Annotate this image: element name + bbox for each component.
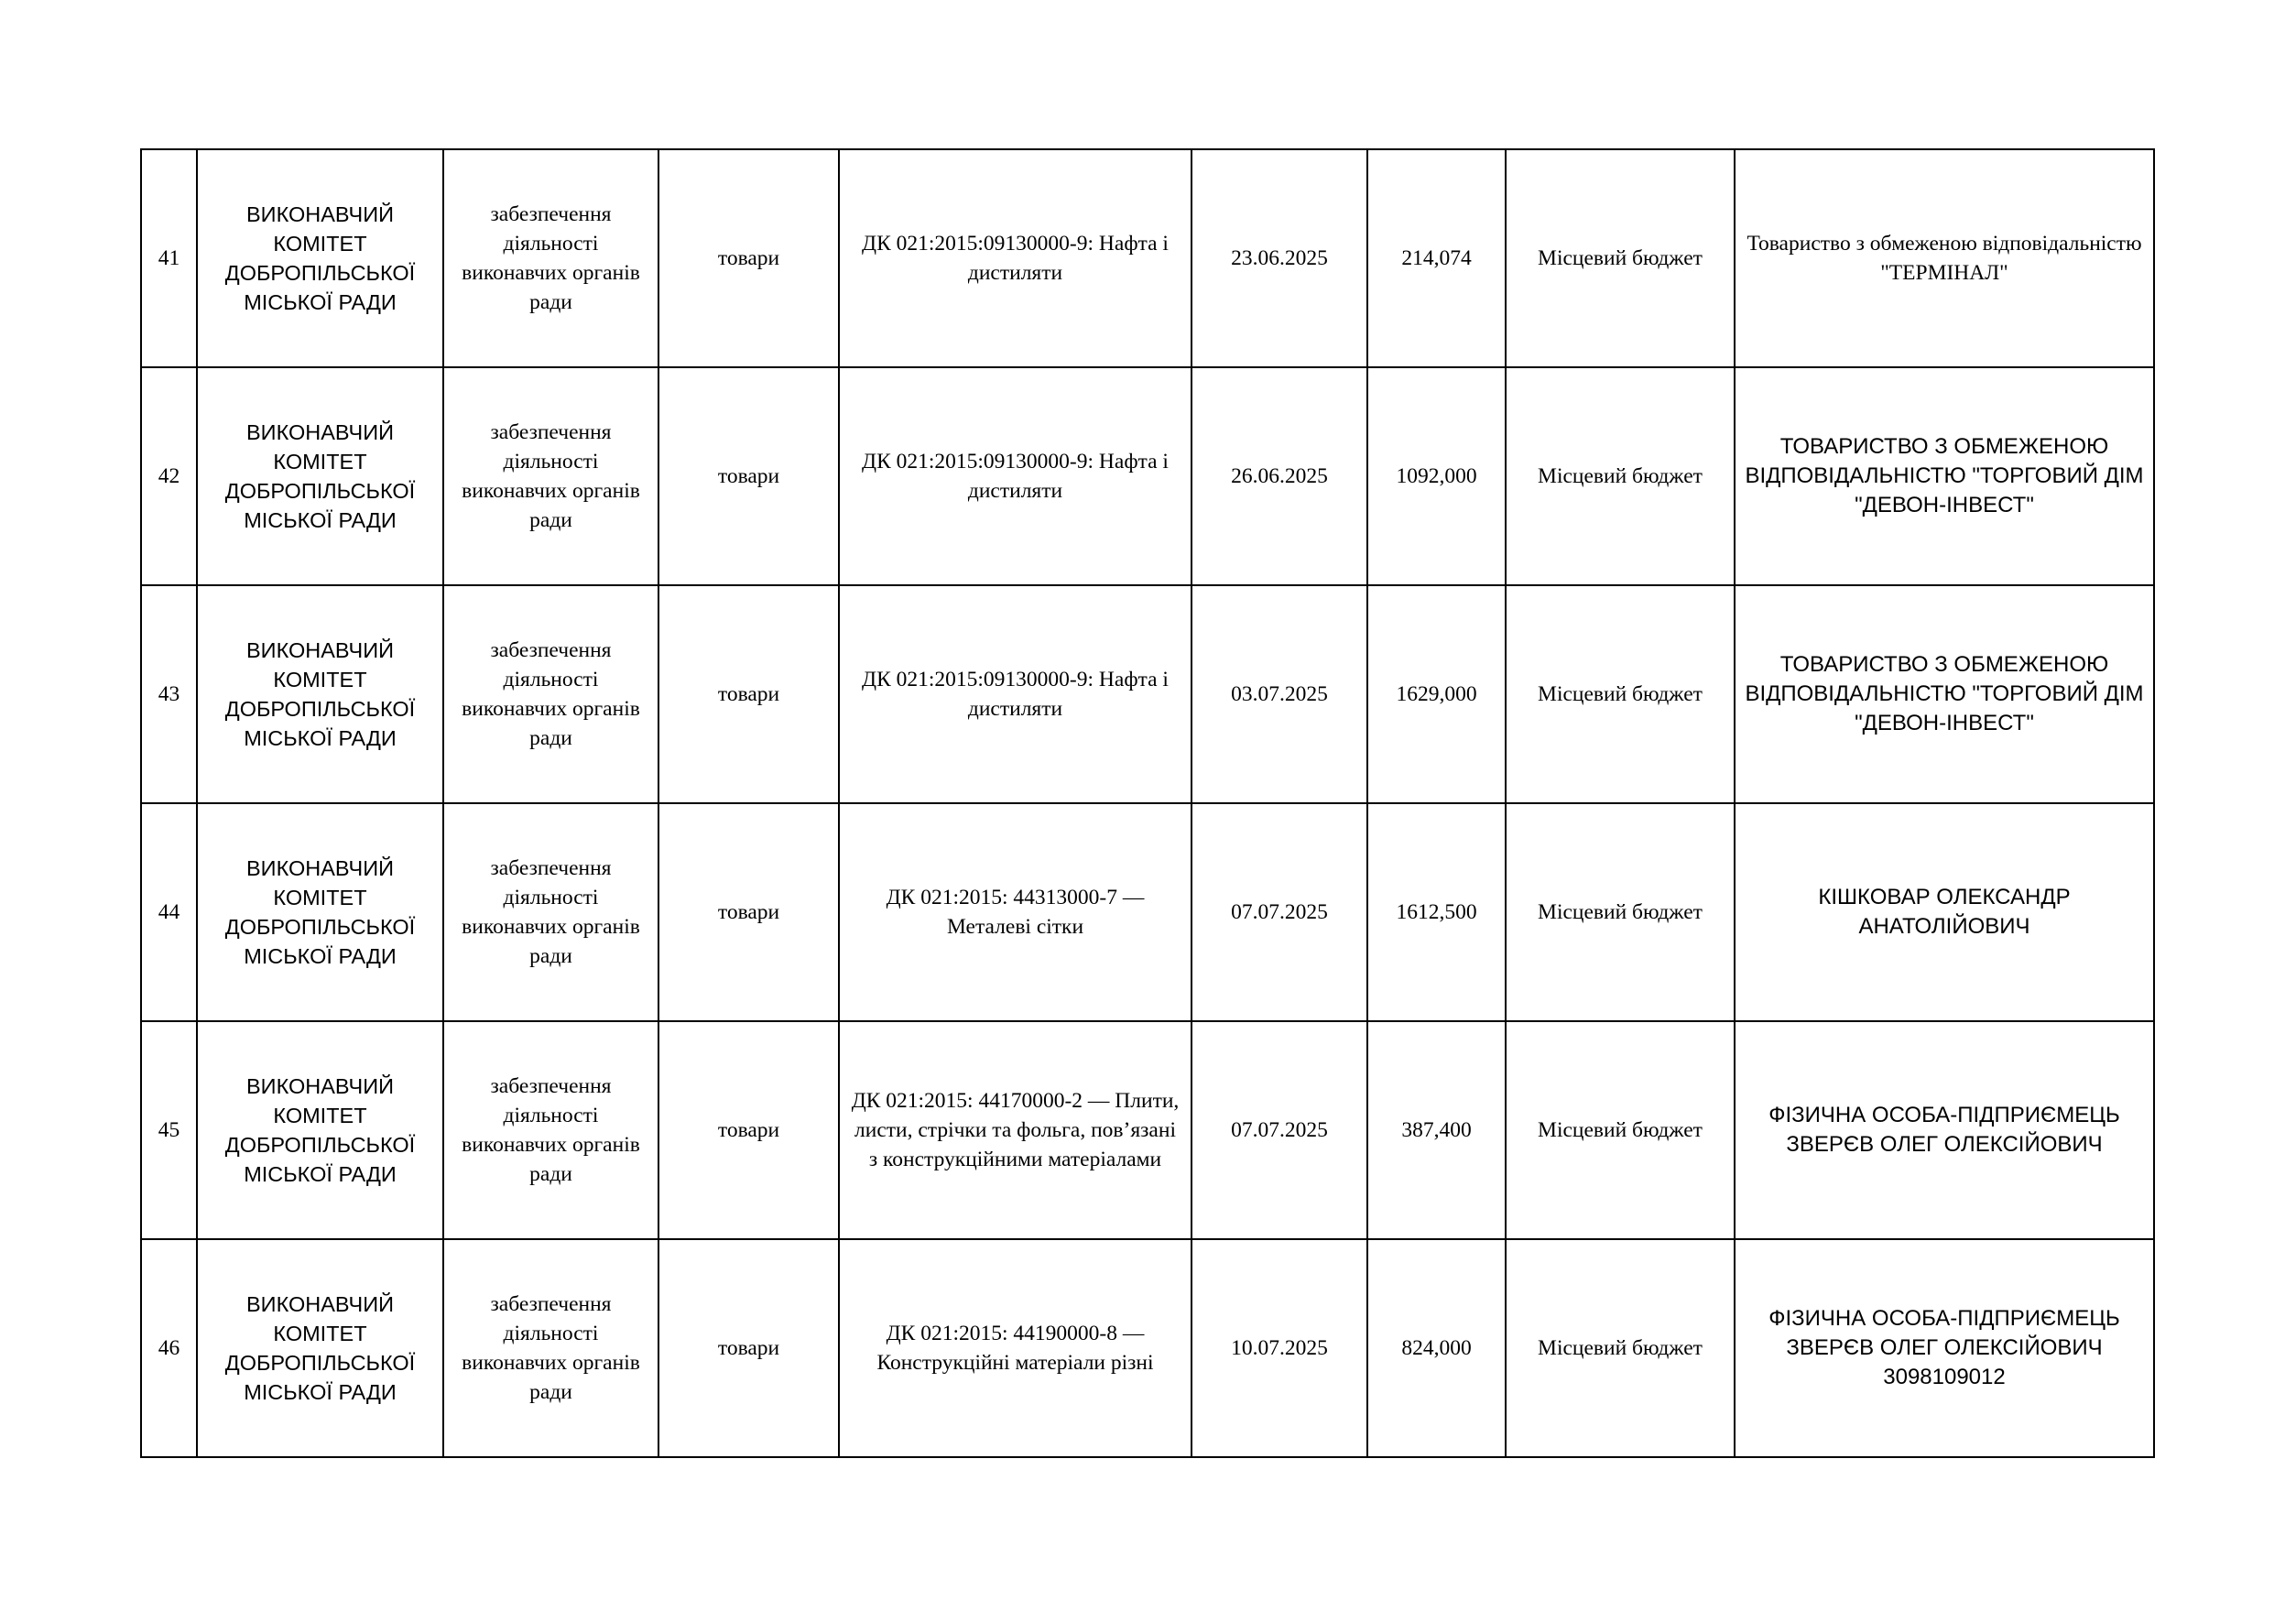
row-number: 43 xyxy=(141,585,197,803)
date-cell: 07.07.2025 xyxy=(1192,1021,1367,1239)
table-row xyxy=(141,585,2154,803)
supplier-cell xyxy=(1735,803,2154,1021)
supplier-name: КІШКОВАР ОЛЕКСАНДР АНАТОЛІЙОВИЧ xyxy=(1818,885,2071,939)
table-row xyxy=(141,149,2154,367)
row-number: 46 xyxy=(141,1239,197,1457)
procurement-table xyxy=(140,148,2155,1458)
date-cell: 10.07.2025 xyxy=(1192,1239,1367,1457)
funding-source-cell: Місцевий бюджет xyxy=(1506,803,1735,1021)
amount-cell: 214,074 xyxy=(1367,149,1506,367)
date-cell: 03.07.2025 xyxy=(1192,585,1367,803)
row-number: 44 xyxy=(141,803,197,1021)
funding-source-cell: Місцевий бюджет xyxy=(1506,585,1735,803)
supplier-name: ФІЗИЧНА ОСОБА-ПІДПРИЄМЕЦЬ ЗВЕРЄВ ОЛЕГ ОЛЕКСІЙОВИЧ xyxy=(1768,1103,2120,1157)
funding-source-cell: Місцевий бюджет xyxy=(1506,149,1735,367)
cpv-code-cell: ДК 021:2015:09130000-9: Нафта і дистиляти xyxy=(839,149,1192,367)
funding-source-cell: Місцевий бюджет xyxy=(1506,1021,1735,1239)
organization-cell: ВИКОНАВЧИЙ КОМІТЕТ ДОБРОПІЛЬСЬКОЇ МІСЬКОЇ РАДИ xyxy=(197,1239,443,1457)
supplier-cell xyxy=(1735,149,2154,367)
purpose-cell: забезпечення діяльності виконавчих органів ради xyxy=(443,585,658,803)
supplier-name: ФІЗИЧНА ОСОБА-ПІДПРИЄМЕЦЬ ЗВЕРЄВ ОЛЕГ ОЛЕКСІЙОВИЧ xyxy=(1768,1306,2120,1360)
category-cell: товари xyxy=(658,149,839,367)
supplier-cell xyxy=(1735,1021,2154,1239)
table-row xyxy=(141,1021,2154,1239)
funding-source-cell: Місцевий бюджет xyxy=(1506,367,1735,585)
amount-cell: 1612,500 xyxy=(1367,803,1506,1021)
date-cell: 07.07.2025 xyxy=(1192,803,1367,1021)
row-number: 45 xyxy=(141,1021,197,1239)
amount-cell: 1629,000 xyxy=(1367,585,1506,803)
amount-cell: 387,400 xyxy=(1367,1021,1506,1239)
cpv-code-cell: ДК 021:2015: 44170000-2 — Плити, листи, стрічки та фольга, пов’язані з конструкційними матеріалами xyxy=(839,1021,1192,1239)
organization-cell: ВИКОНАВЧИЙ КОМІТЕТ ДОБРОПІЛЬСЬКОЇ МІСЬКОЇ РАДИ xyxy=(197,149,443,367)
amount-cell: 824,000 xyxy=(1367,1239,1506,1457)
organization-cell: ВИКОНАВЧИЙ КОМІТЕТ ДОБРОПІЛЬСЬКОЇ МІСЬКОЇ РАДИ xyxy=(197,1021,443,1239)
category-cell: товари xyxy=(658,1239,839,1457)
table-row xyxy=(141,367,2154,585)
cpv-code-cell: ДК 021:2015: 44190000-8 — Конструкційні матеріали різні xyxy=(839,1239,1192,1457)
supplier-tax-code: 3098109012 xyxy=(1883,1365,2006,1389)
date-cell: 23.06.2025 xyxy=(1192,149,1367,367)
supplier-cell xyxy=(1735,367,2154,585)
table-body xyxy=(141,149,2154,1457)
category-cell: товари xyxy=(658,585,839,803)
cpv-code-cell: ДК 021:2015: 44313000-7 — Металеві сітки xyxy=(839,803,1192,1021)
purpose-cell: забезпечення діяльності виконавчих органів ради xyxy=(443,1021,658,1239)
supplier-name: ТОВАРИСТВО З ОБМЕЖЕНОЮ ВІДПОВІДАЛЬНІСТЮ "ТОРГОВИЙ ДІМ "ДЕВОН-ІНВЕСТ" xyxy=(1745,652,2144,735)
amount-cell: 1092,000 xyxy=(1367,367,1506,585)
organization-cell: ВИКОНАВЧИЙ КОМІТЕТ ДОБРОПІЛЬСЬКОЇ МІСЬКОЇ РАДИ xyxy=(197,585,443,803)
supplier-cell xyxy=(1735,585,2154,803)
supplier-name: ТОВАРИСТВО З ОБМЕЖЕНОЮ ВІДПОВІДАЛЬНІСТЮ "ТОРГОВИЙ ДІМ "ДЕВОН-ІНВЕСТ" xyxy=(1745,434,2144,517)
date-cell: 26.06.2025 xyxy=(1192,367,1367,585)
table-row xyxy=(141,1239,2154,1457)
organization-cell: ВИКОНАВЧИЙ КОМІТЕТ ДОБРОПІЛЬСЬКОЇ МІСЬКОЇ РАДИ xyxy=(197,803,443,1021)
purpose-cell: забезпечення діяльності виконавчих органів ради xyxy=(443,149,658,367)
purpose-cell: забезпечення діяльності виконавчих органів ради xyxy=(443,367,658,585)
row-number: 41 xyxy=(141,149,197,367)
category-cell: товари xyxy=(658,1021,839,1239)
table-row xyxy=(141,803,2154,1021)
category-cell: товари xyxy=(658,367,839,585)
purpose-cell: забезпечення діяльності виконавчих органів ради xyxy=(443,1239,658,1457)
supplier-cell xyxy=(1735,1239,2154,1457)
organization-cell: ВИКОНАВЧИЙ КОМІТЕТ ДОБРОПІЛЬСЬКОЇ МІСЬКОЇ РАДИ xyxy=(197,367,443,585)
purpose-cell: забезпечення діяльності виконавчих органів ради xyxy=(443,803,658,1021)
row-number: 42 xyxy=(141,367,197,585)
supplier-name: Товариство з обмеженою відповідальністю "ТЕРМІНАЛ" xyxy=(1746,232,2142,285)
cpv-code-cell: ДК 021:2015:09130000-9: Нафта і дистиляти xyxy=(839,367,1192,585)
cpv-code-cell: ДК 021:2015:09130000-9: Нафта і дистиляти xyxy=(839,585,1192,803)
funding-source-cell: Місцевий бюджет xyxy=(1506,1239,1735,1457)
category-cell: товари xyxy=(658,803,839,1021)
